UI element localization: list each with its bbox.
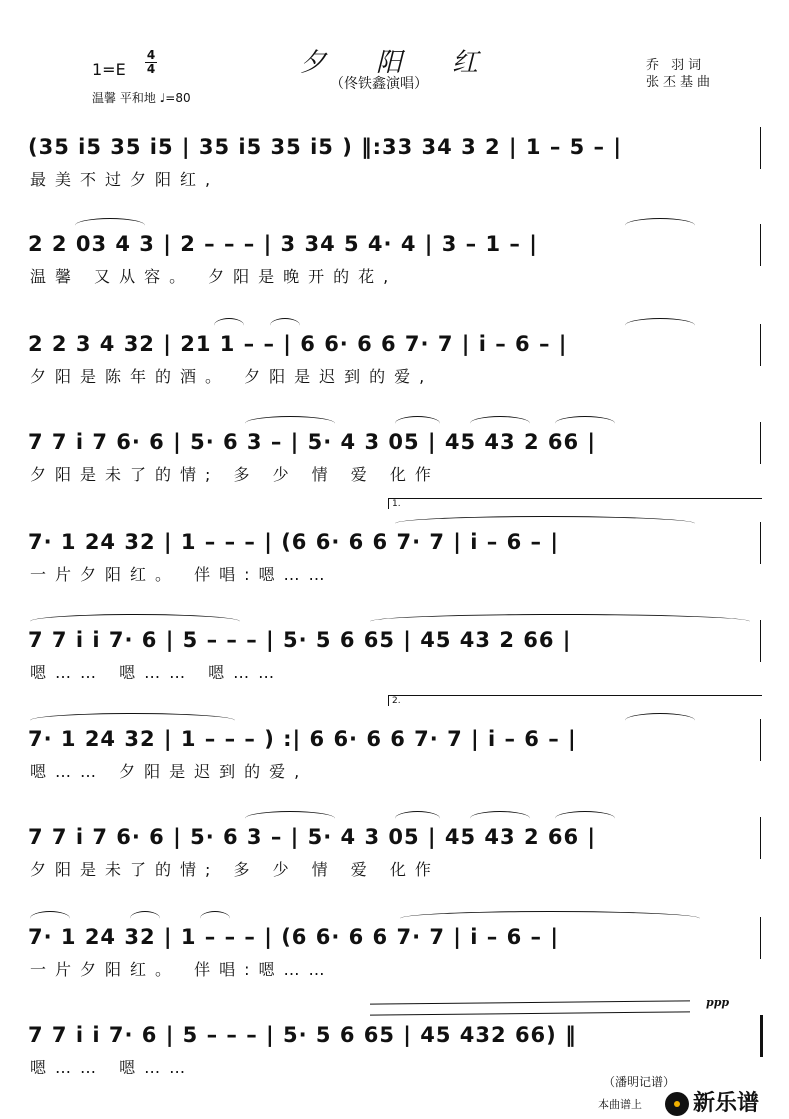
music-system	[0, 499, 789, 620]
notation-line: 7· 1 24 32 | 1 – – – | (6 6· 6 6 7· 7 | i – 6 – |	[28, 925, 560, 949]
notation-line: 7 7 i 7 6· 6 | 5· 6 3 – | 5· 4 3 05 | 45 43 2 66 |	[28, 430, 597, 454]
notation-line: 7· 1 24 32 | 1 – – – | (6 6· 6 6 7· 7 | i – 6 – |	[28, 530, 560, 554]
lyrics-line: 嗯…… 嗯……	[30, 1058, 195, 1077]
source-text: 本曲谱上	[598, 1098, 642, 1111]
song-title: 夕阳红	[300, 48, 529, 78]
composer-credit: 张丕基曲	[646, 75, 715, 90]
slur-mark	[395, 416, 440, 431]
slur-mark	[30, 614, 240, 629]
time-signature	[145, 49, 157, 76]
lyrics-line: 夕阳是未了的情; 多 少 情 爱 化作	[30, 465, 440, 484]
slur-mark	[245, 416, 335, 431]
lyrics-line: 最美不过夕阳红,	[30, 170, 220, 189]
slur-mark	[214, 318, 244, 333]
lyrics-line: 夕阳是未了的情; 多 少 情 爱 化作	[30, 860, 440, 879]
slur-mark	[625, 318, 695, 333]
dynamic-marking: ppp	[706, 996, 730, 1009]
lyrics-line: 夕阳是陈年的酒。 夕阳是迟到的爱,	[30, 367, 434, 386]
barline	[760, 127, 761, 169]
barline	[760, 422, 761, 464]
music-system	[0, 696, 789, 817]
notation-line: 7 7 i i 7· 6 | 5 – – – | 5· 5 6 65 | 45 43 2 66 |	[28, 628, 572, 652]
volta-bracket: 1.	[388, 498, 762, 509]
slur-mark	[75, 218, 145, 233]
barline	[760, 522, 761, 564]
transcriber-credit: （潘明记谱）	[603, 1075, 676, 1089]
slur-mark	[555, 416, 615, 431]
slur-mark	[200, 911, 230, 926]
barline	[760, 917, 761, 959]
barline	[760, 620, 761, 662]
lyrics-line: 一片夕阳红。 伴唱:嗯……	[30, 960, 334, 979]
site-logo[interactable]	[665, 1086, 759, 1117]
slur-mark	[370, 614, 750, 629]
music-system	[0, 815, 789, 915]
notation-line: 7 7 i 7 6· 6 | 5· 6 3 – | 5· 4 3 05 | 45 43 2 66 |	[28, 825, 597, 849]
slur-mark	[470, 811, 530, 826]
barline	[760, 719, 761, 761]
slur-mark	[470, 416, 530, 431]
slur-mark	[270, 318, 300, 333]
time-denominator: 4	[146, 62, 156, 76]
notation-line: 2 2 3 4 32 | 21 1 – – | 6 6· 6 6 7· 7 | i – 6 – |	[28, 332, 568, 356]
slur-mark	[395, 811, 440, 826]
slur-mark	[395, 516, 695, 531]
barline	[760, 224, 761, 266]
music-system	[0, 322, 789, 422]
final-barline	[760, 1015, 763, 1057]
slur-mark	[30, 713, 235, 728]
volta-bracket: 2.	[388, 695, 762, 706]
lyrics-line: 嗯…… 夕阳是迟到的爱,	[30, 762, 309, 781]
tempo-marking: 温馨 平和地 ♩=80	[92, 91, 191, 105]
barline	[760, 324, 761, 366]
music-system	[0, 222, 789, 322]
barline	[760, 817, 761, 859]
notation-line: (35 i5 35 i5 | 35 i5 35 i5 ) ‖:33 34 3 2 | 1 – 5 – |	[28, 135, 623, 159]
notation-line: 7· 1 24 32 | 1 – – – ) :| 6 6· 6 6 7· 7 | i – 6 – |	[28, 727, 577, 751]
lyrics-line: 嗯…… 嗯…… 嗯……	[30, 663, 284, 682]
lyrics-line: 一片夕阳红。 伴唱:嗯……	[30, 565, 334, 584]
slur-mark	[625, 713, 695, 728]
record-disc-icon	[665, 1092, 689, 1116]
time-numerator: 4	[146, 48, 156, 62]
slur-mark	[245, 811, 335, 826]
key-signature: 1=E	[92, 60, 126, 79]
slur-mark	[625, 218, 695, 233]
slur-mark	[30, 911, 70, 926]
notation-line: 2 2 03 4 3 | 2 – – – | 3 34 5 4· 4 | 3 – 1 – |	[28, 232, 538, 256]
lyricist-credit: 乔 羽词	[646, 58, 706, 73]
music-system	[0, 125, 789, 225]
notation-line: 7 7 i i 7· 6 | 5 – – – | 5· 5 6 65 | 45 432 66) ‖	[28, 1023, 577, 1047]
slur-mark	[555, 811, 615, 826]
slur-mark	[130, 911, 160, 926]
singer-credit: （佟铁鑫演唱）	[330, 76, 428, 92]
logo-text: 新乐谱	[693, 1091, 760, 1116]
slur-mark	[400, 911, 700, 926]
lyrics-line: 温馨 又从容。 夕阳是晚开的花,	[30, 267, 398, 286]
